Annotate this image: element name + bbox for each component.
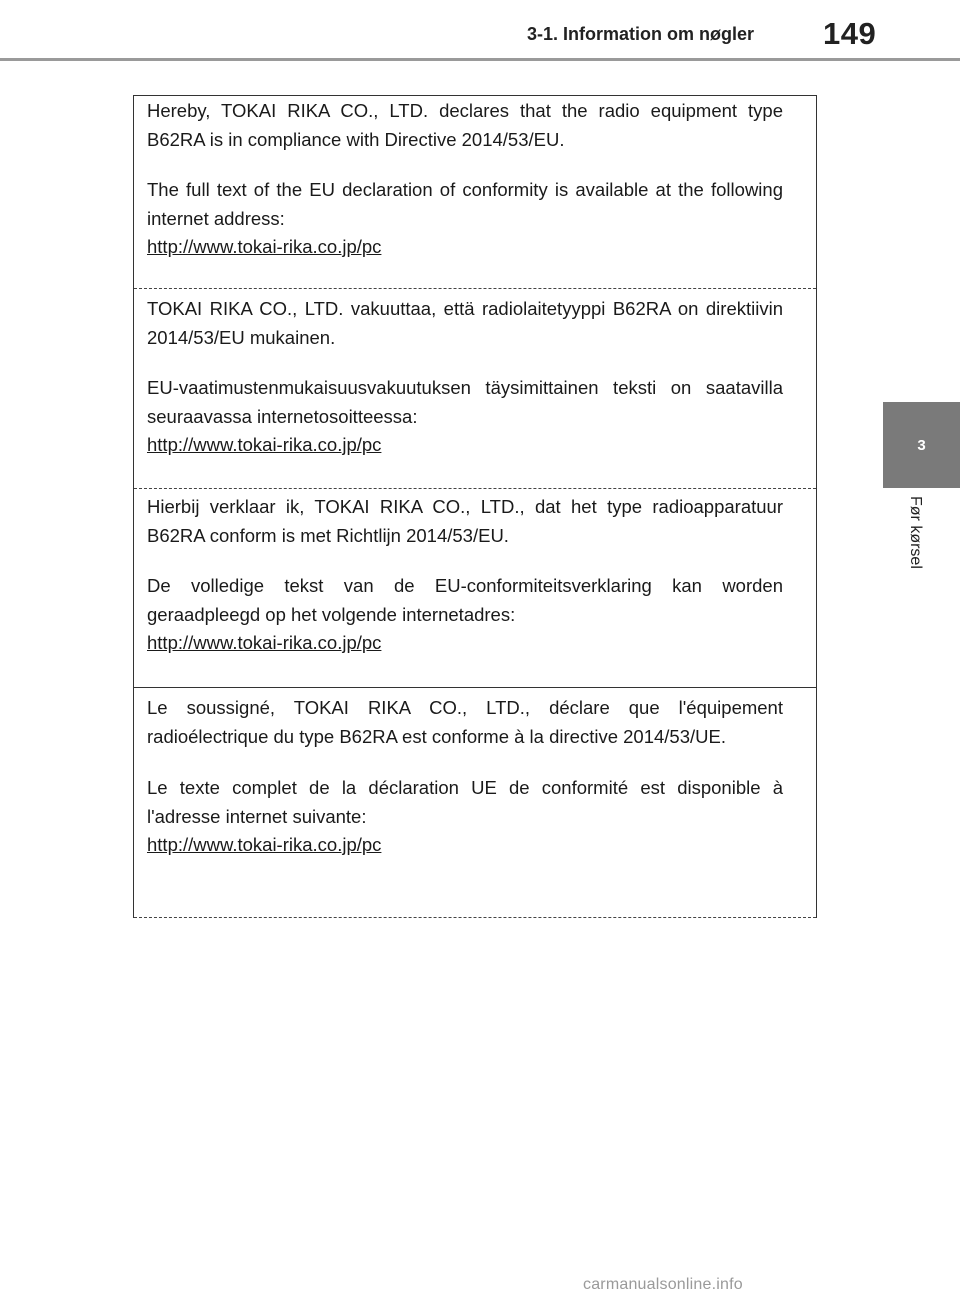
- header-rule: [0, 58, 960, 61]
- declaration-paragraph: EU-vaatimustenmukaisuusvakuutuksen täysimittainen teksti on saatavilla seuraavassa internetosoitteessa:: [147, 377, 783, 427]
- declaration-paragraph: The full text of the EU declaration of conformity is available at the following internet address:: [147, 179, 783, 229]
- declaration-french: [134, 693, 816, 918]
- watermark-text: carmanualsonline.info: [583, 1276, 743, 1293]
- declaration-link[interactable]: http://www.tokai-rika.co.jp/pc: [147, 834, 382, 855]
- chapter-tab[interactable]: [883, 402, 960, 488]
- page-number: 149: [823, 16, 877, 51]
- declaration-paragraph: Le texte complet de la déclaration UE de conformité est disponible à l'adresse internet suivante:: [147, 777, 783, 827]
- declaration-link[interactable]: http://www.tokai-rika.co.jp/pc: [147, 632, 382, 653]
- declaration-box: [133, 95, 817, 918]
- declaration-paragraph: Hierbij verklaar ik, TOKAI RIKA CO., LTD., dat het type radioapparatuur B62RA conform is met Richtlijn 2014/53/EU.: [147, 496, 783, 546]
- declaration-paragraph: Hereby, TOKAI RIKA CO., LTD. declares that the radio equipment type B62RA is in compliance with Directive 2014/53/EU.: [147, 100, 783, 150]
- declaration-paragraph: De volledige tekst van de EU-conformiteitsverklaring kan worden geraadpleegd op het volgende internetadres:: [147, 575, 783, 625]
- declaration-finnish: [134, 292, 816, 489]
- section-title: 3-1. Information om nøgler: [527, 24, 755, 44]
- declaration-link[interactable]: http://www.tokai-rika.co.jp/pc: [147, 434, 382, 455]
- chapter-number: 3: [917, 436, 926, 454]
- declaration-paragraph: TOKAI RIKA CO., LTD. vakuuttaa, että radiolaitetyyppi B62RA on direktiivin 2014/53/EU mukainen.: [147, 298, 783, 348]
- chapter-label: Før kørsel: [907, 496, 924, 569]
- declaration-link[interactable]: http://www.tokai-rika.co.jp/pc: [147, 236, 382, 257]
- declaration-paragraph: Le soussigné, TOKAI RIKA CO., LTD., déclare que l'équipement radioélectrique du type B62RA est conforme à la directive 2014/53/UE.: [147, 697, 783, 747]
- declaration-english: [134, 96, 816, 289]
- page-header: [0, 0, 960, 62]
- declaration-dutch: [134, 492, 816, 688]
